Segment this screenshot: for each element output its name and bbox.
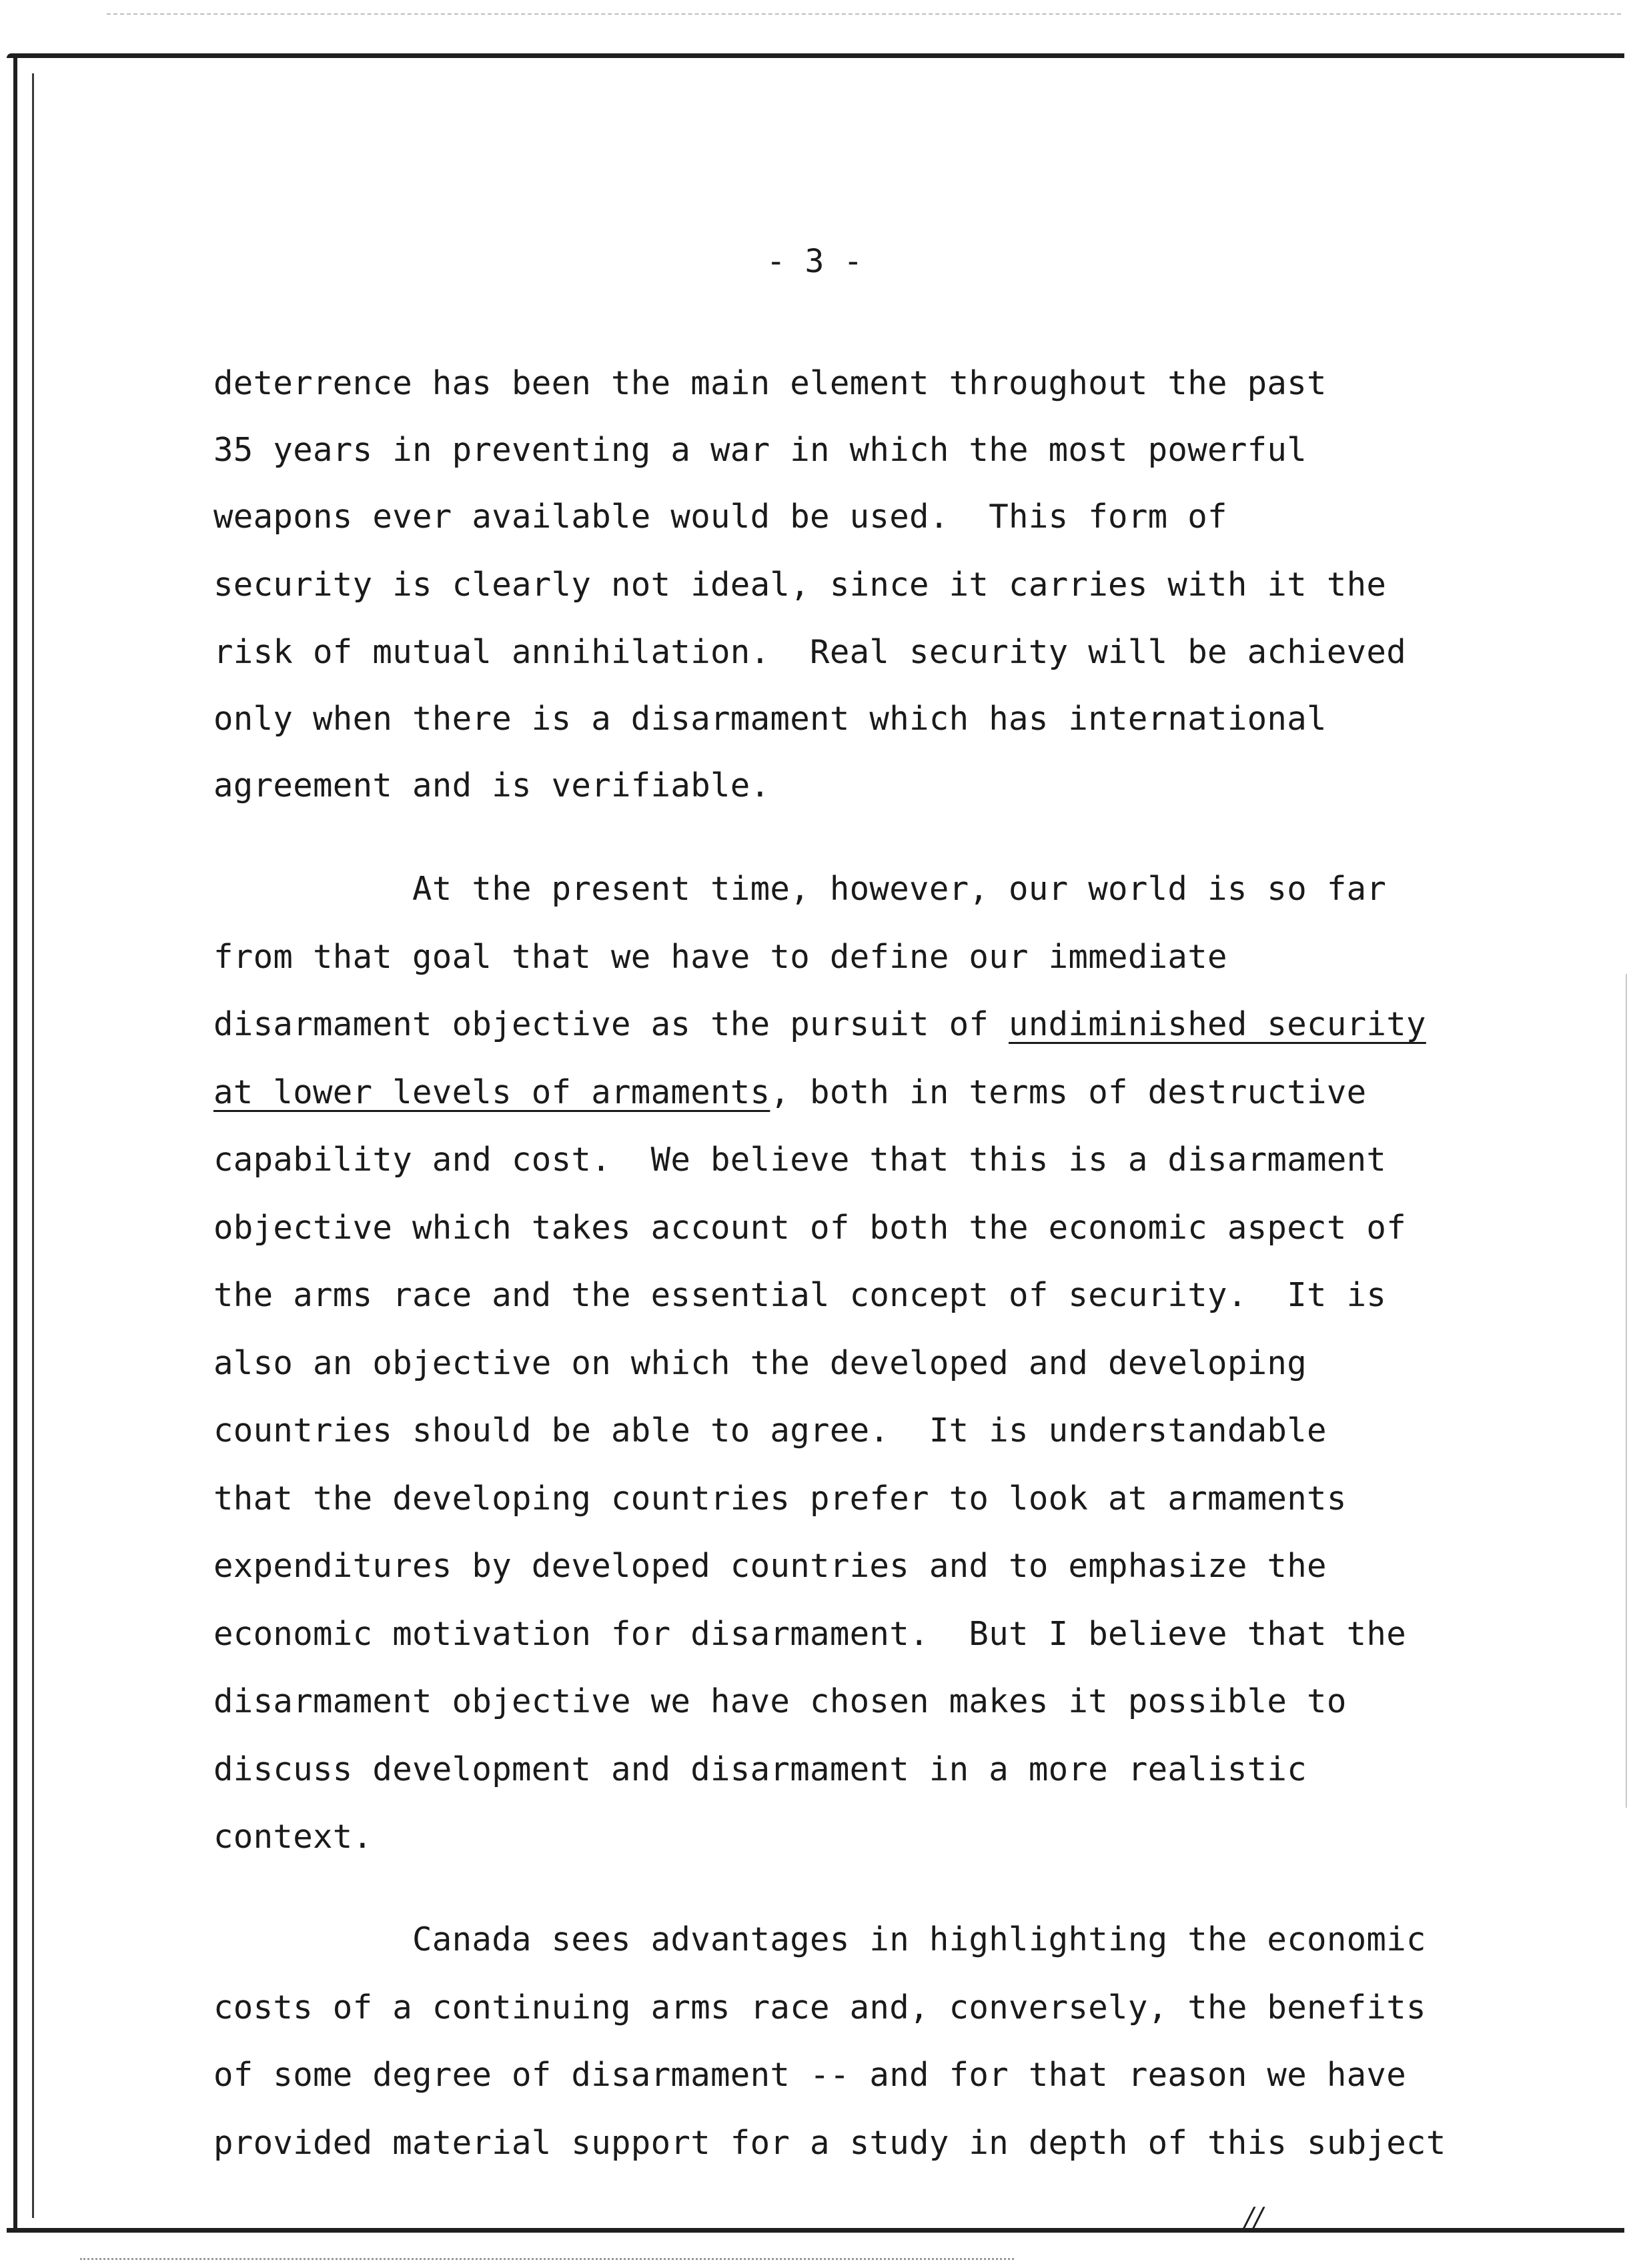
text-line: the arms race and the essential concept of security. It is bbox=[213, 1276, 1387, 1314]
page-border-left bbox=[13, 57, 17, 2229]
text-line: provided material support for a study in depth of this subject bbox=[213, 2124, 1446, 2162]
page-border-bottom bbox=[7, 2228, 1624, 2233]
continuation-mark: // bbox=[1244, 2201, 1263, 2234]
text-line: from that goal that we have to define our immediate bbox=[213, 938, 1227, 976]
text-line: countries should be able to agree. It is understandable bbox=[213, 1411, 1327, 1450]
text-line: costs of a continuing arms race and, conversely, the benefits bbox=[213, 1989, 1426, 2027]
text-line: At the present time, however, our world is so far bbox=[213, 870, 1387, 908]
text-segment: disarmament objective as the pursuit of bbox=[213, 1005, 1009, 1043]
text-line: objective which takes account of both the economic aspect of bbox=[213, 1209, 1407, 1247]
underlined-phrase: at lower levels of armaments bbox=[213, 1073, 770, 1111]
page-number: - 3 - bbox=[766, 243, 863, 280]
text-segment: , both in terms of destructive bbox=[770, 1073, 1367, 1111]
text-line: context. bbox=[213, 1818, 373, 1856]
text-line: disarmament objective we have chosen makes it possible to bbox=[213, 1682, 1347, 1720]
text-line: expenditures by developed countries and to emphasize the bbox=[213, 1547, 1327, 1585]
scan-edge-bottom bbox=[80, 2258, 1014, 2260]
text-line: that the developing countries prefer to look at armaments bbox=[213, 1480, 1347, 1518]
text-line: 35 years in preventing a war in which the most powerful bbox=[213, 431, 1307, 469]
text-line-emphasis bbox=[213, 1073, 1366, 1113]
text-line: risk of mutual annihilation. Real security will be achieved bbox=[213, 633, 1407, 671]
scan-edge-top bbox=[107, 13, 1621, 15]
text-line: agreement and is verifiable. bbox=[213, 766, 770, 804]
scan-edge-right bbox=[1626, 974, 1627, 1808]
text-line: capability and cost. We believe that this is a disarmament bbox=[213, 1141, 1387, 1179]
page-border-left-inner bbox=[32, 73, 34, 2218]
underlined-phrase: undiminished security bbox=[1009, 1005, 1426, 1043]
text-line: Canada sees advantages in highlighting the economic bbox=[213, 1920, 1426, 1958]
text-line: discuss development and disarmament in a more realistic bbox=[213, 1750, 1307, 1788]
text-line: also an objective on which the developed and developing bbox=[213, 1344, 1307, 1382]
page-border-top bbox=[7, 53, 1624, 58]
text-line: only when there is a disarmament which has international bbox=[213, 700, 1327, 738]
text-line-emphasis bbox=[213, 1005, 1426, 1045]
text-line: security is clearly not ideal, since it carries with it the bbox=[213, 566, 1387, 604]
text-line: deterrence has been the main element throughout the past bbox=[213, 364, 1327, 402]
text-line: of some degree of disarmament -- and for that reason we have bbox=[213, 2056, 1407, 2094]
text-line: economic motivation for disarmament. But I believe that the bbox=[213, 1615, 1407, 1653]
text-line: weapons ever available would be used. This form of bbox=[213, 498, 1227, 536]
